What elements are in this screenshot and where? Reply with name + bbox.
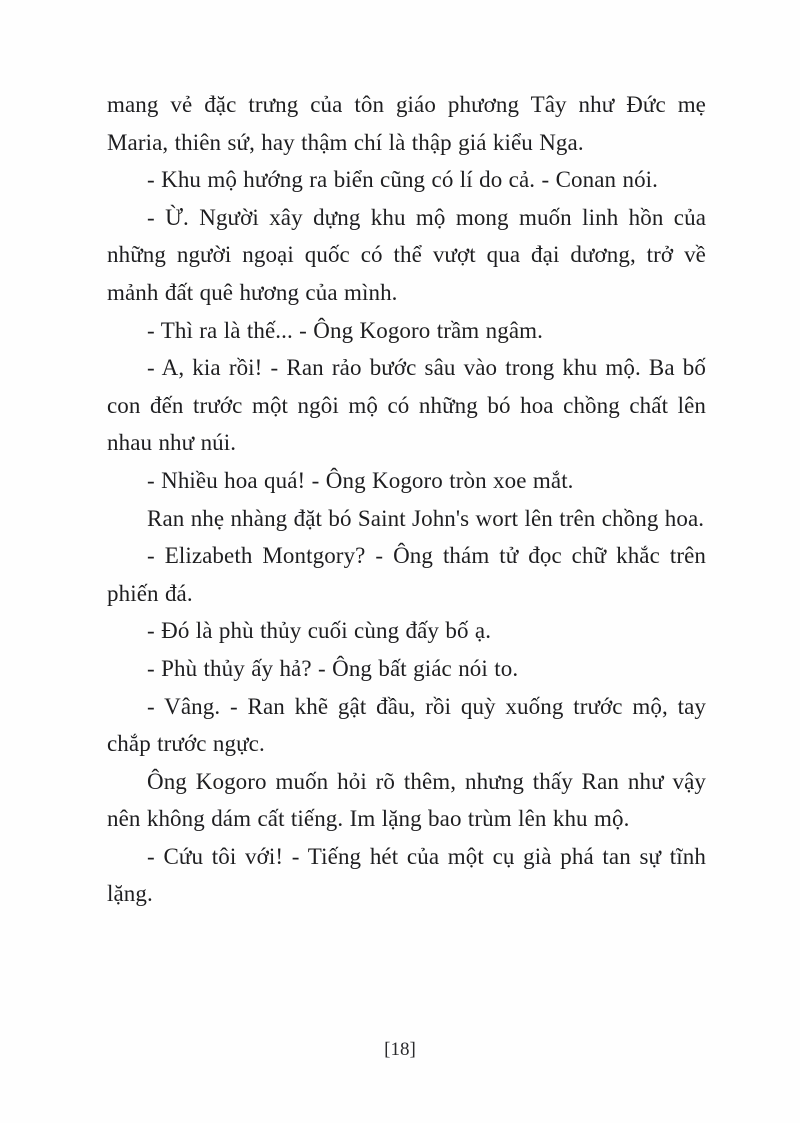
paragraph-dialogue: - Vâng. - Ran khẽ gật đầu, rồi quỳ xuống trước mộ, tay chắp trước ngực. (107, 693, 706, 757)
text-block (107, 86, 706, 913)
paragraph-dialogue: - Nhiều hoa quá! - Ông Kogoro tròn xoe mắt. (147, 467, 574, 493)
paragraph-dialogue: - A, kia rồi! - Ran rảo bước sâu vào trong khu mộ. Ba bố con đến trước một ngôi mộ có những bó hoa chồng chất lên nhau như núi. (107, 355, 706, 456)
paragraph-dialogue: - Khu mộ hướng ra biển cũng có lí do cả. - Conan nói. (147, 167, 659, 193)
paragraph-dialogue: - Elizabeth Montgory? - Ông thám tử đọc chữ khắc trên phiến đá. (107, 543, 706, 606)
paragraph-dialogue: - Thì ra là thế... - Ông Kogoro trầm ngâm. (147, 317, 543, 343)
paragraph-continuation: mang vẻ đặc trưng của tôn giáo phương Tây như Đức mẹ Maria, thiên sứ, hay thậm chí là thập giá kiểu Nga. (107, 92, 706, 155)
paragraph-narration: Ông Kogoro muốn hỏi rõ thêm, nhưng thấy Ran như vậy nên không dám cất tiếng. Im lặng bao trùm lên khu mộ. (107, 768, 706, 832)
page-number: [18] (384, 1039, 416, 1060)
paragraph-dialogue: - Cứu tôi với! - Tiếng hét của một cụ già phá tan sự tĩnh lặng. (107, 843, 706, 907)
paragraph-narration: Ran nhẹ nhàng đặt bó Saint John's wort lên trên chồng hoa. (147, 505, 705, 531)
paragraph-dialogue: - Ừ. Người xây dựng khu mộ mong muốn linh hồn của những người ngoại quốc có thể vượt qua đại dương, trở về mảnh đất quê hương của mình. (107, 204, 706, 305)
paragraph-dialogue: - Phù thủy ấy hả? - Ông bất giác nói to. (147, 655, 519, 681)
paragraph-dialogue: - Đó là phù thủy cuối cùng đấy bố ạ. (147, 618, 492, 644)
